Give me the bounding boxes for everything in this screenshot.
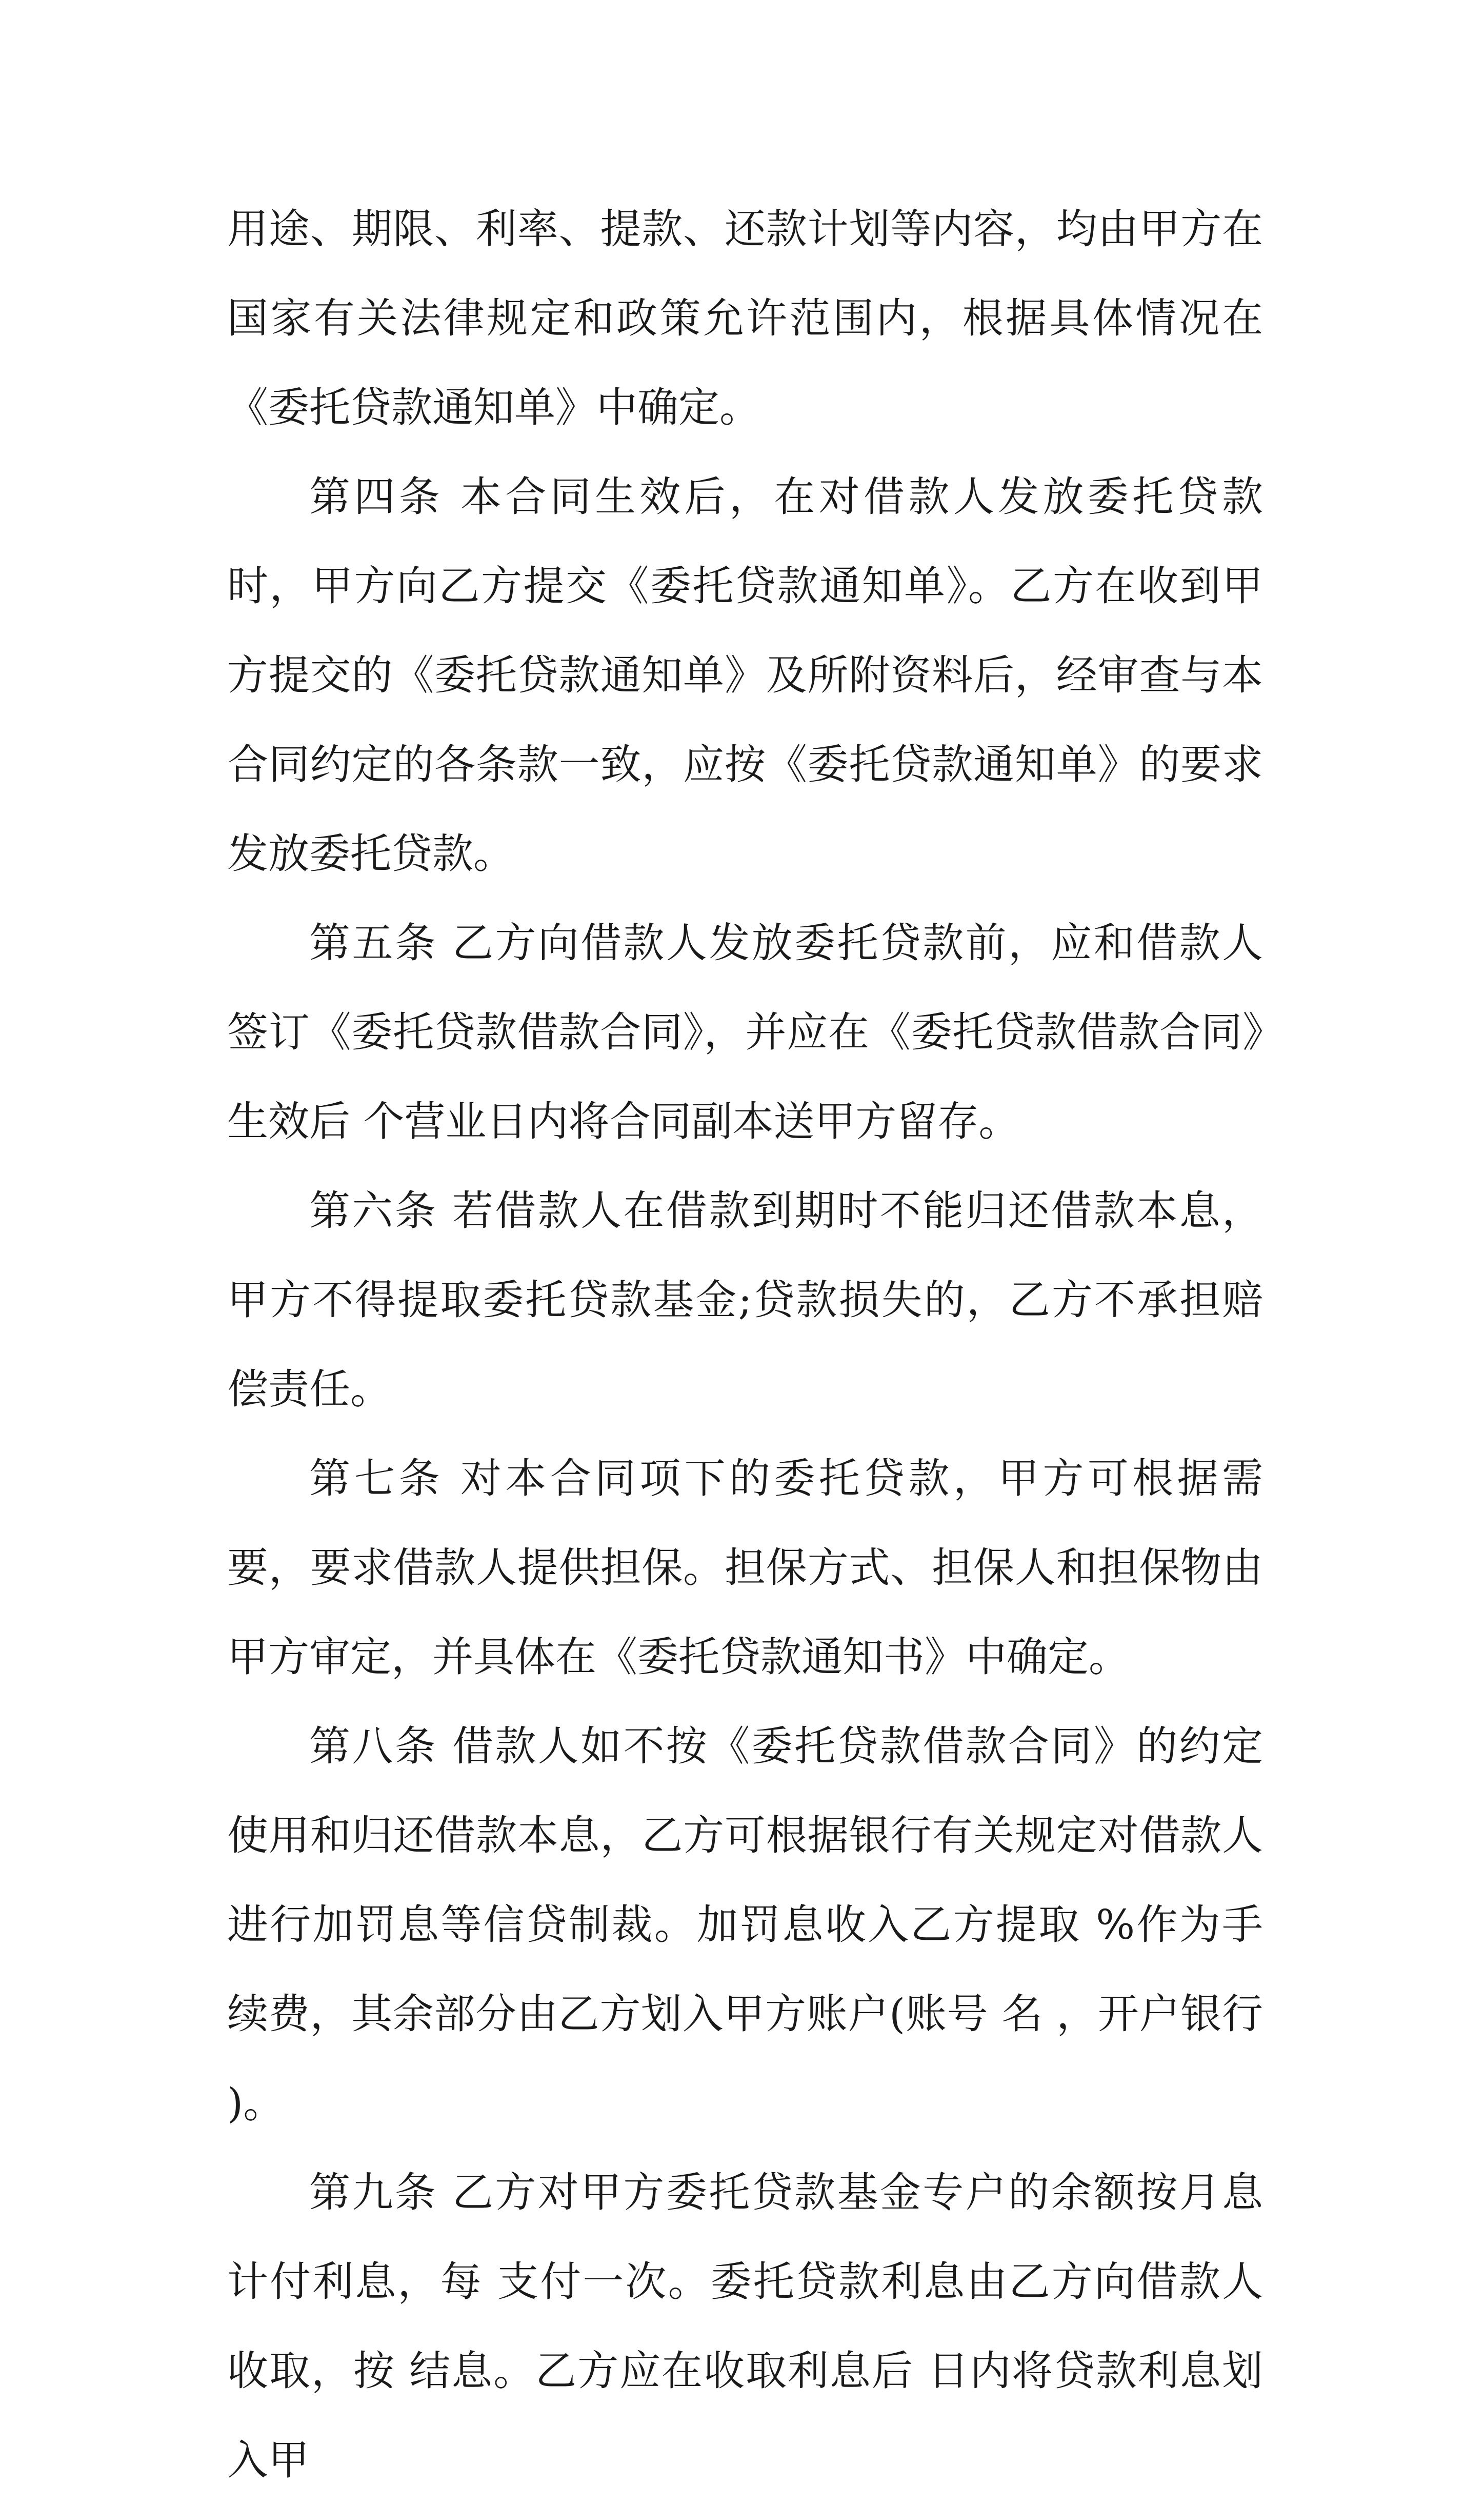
paragraph-article-8: 第八条 借款人如不按《委托贷款借款合同》的约定使用和归还借款本息，乙方可根据银行有关规定对借款人进行加罚息等信贷制裁。加罚息收入乙方提取 %作为手续费，其余部分由乙方划入甲方账户(账号 名 ，开户银行 )。 [227,1722,1263,2127]
paragraph-article-5: 第五条 乙方向借款人发放委托贷款前，应和借款人签订《委托贷款借款合同》，并应在《委托贷款借款合同》生效后 个营业日内将合同副本送甲方留存。 [227,919,1263,1145]
paragraph-article-4: 第四条 本合同生效后，在对借款人发放委托贷款时，甲方向乙方提交《委托贷款通知单》。乙方在收到甲方提交的《委托贷款通知单》及所附资料后，经审查与本合同约定的各条款一致，应按《委托贷款通知单》的要求发放委托贷款。 [227,473,1263,878]
paragraph-article-9: 第九条 乙方对甲方委托贷款基金专户的余额按月息计付利息，每 支付一次。委托贷款利息由乙方向借款人收取，按 结息。乙方应在收取利息后 日内将贷款利息划入甲 [227,2169,1263,2484]
paragraph-continuation: 用途、期限、利率、提款、还款计划等内容，均由甲方在国家有关法律规定和政策允许范围内，根据具体情况在《委托贷款通知单》中确定。 [227,205,1263,431]
contract-body [227,185,1263,2505]
paragraph-article-6: 第六条 若借款人在借款到期时不能归还借款本息，甲方不得提取委托贷款基金;贷款损失的，乙方不承担赔偿责任。 [227,1187,1263,1413]
paragraph-article-7: 第七条 对本合同项下的委托贷款，甲方可根据需要，要求借款人提供担保。担保方式、担保人和担保物由甲方审定，并具体在《委托贷款通知书》中确定。 [227,1455,1263,1681]
